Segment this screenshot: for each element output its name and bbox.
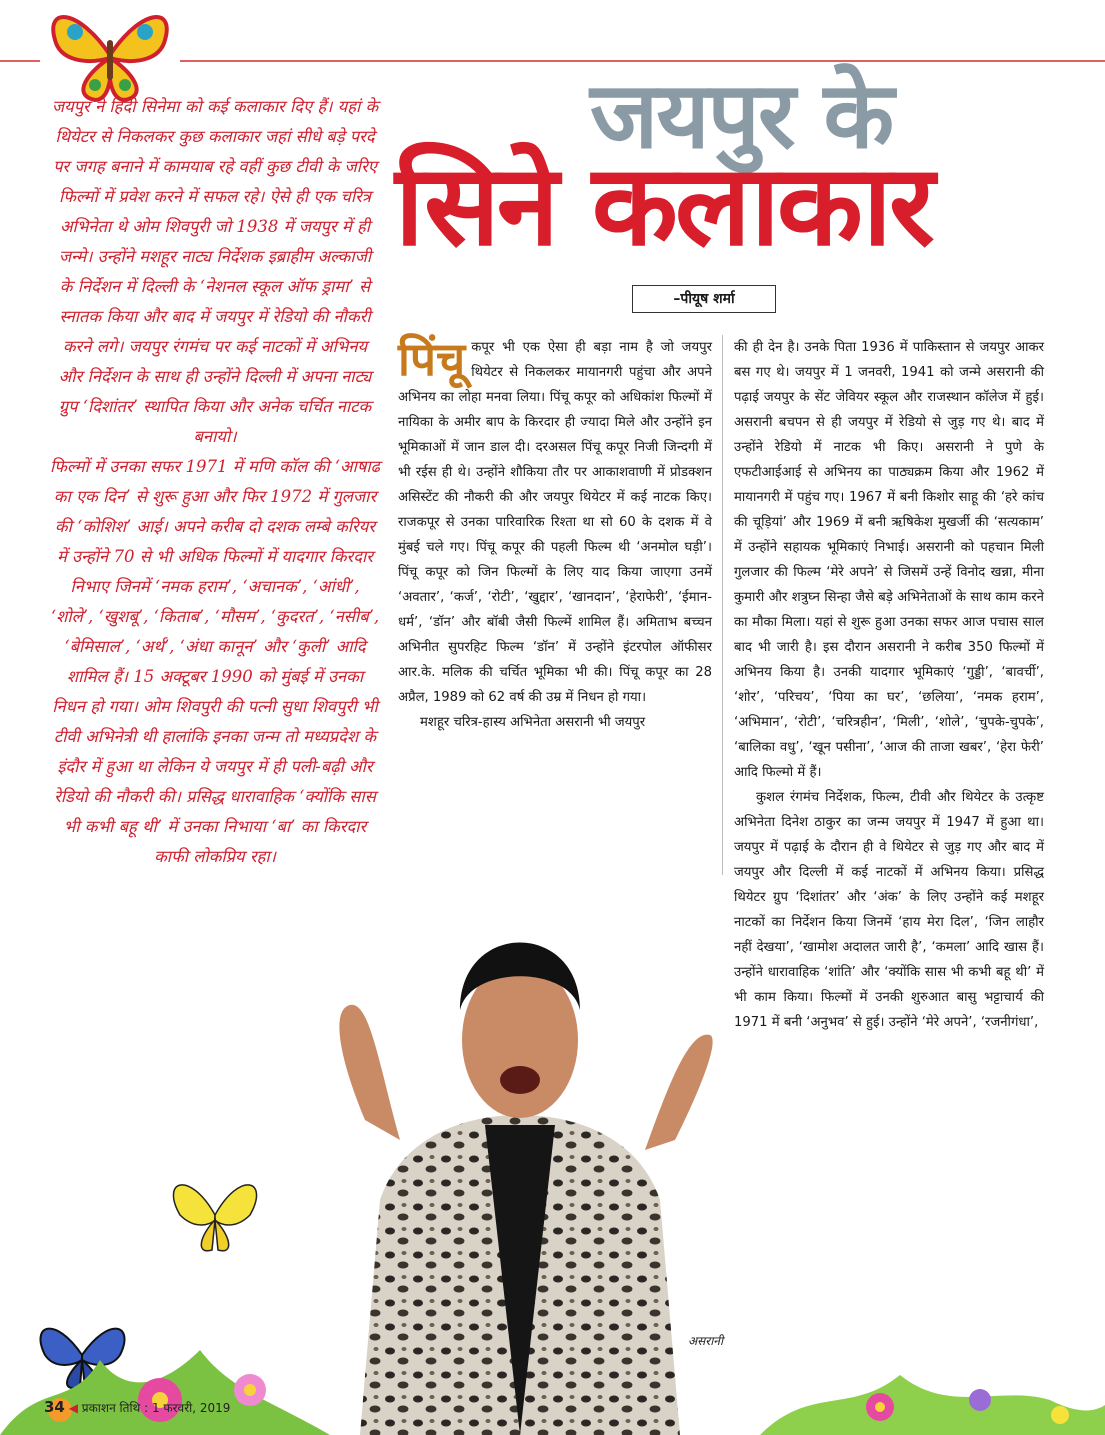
flowers-illustration-right [760, 1345, 1105, 1435]
intro-paragraph: फिल्मों में उनका सफर 1971 में मणि कॉल की ‘आषाढ का एक दिन’ से शुरू हुआ और फिर 1972 में गुलजार की ‘कोशिश’ आई। अपने करीब दो दशक लम्बे करियर में उन्होंने 70 से भी अधिक फिल्मों में यादगार किरदार निभाए जिनमें ‘नमक हराम’, ‘अचानक’, ‘आंधी’, ‘शोले’, ‘खुशबू’, ‘किताब’, ‘मौसम’, ‘कुदरत’, ‘नसीब’, ‘बेमिसाल’, ‘अर्थ’, ‘अंधा कानून’ और ‘कुली’ आदि शामिल हैं। 15 अक्टूबर 1990 को मुंबई में उनका निधन हो गया। ओम शिवपुरी की पत्नी सुधा शिवपुरी भी टीवी अभिनेत्री थी हालांकि इनका जन्म तो मध्यप्रदेश के इंदौर में हुआ था लेकिन ये जयपुर में ही पली-बढ़ी और रेडियो की नौकरी की। प्रसिद्ध धारावाहिक ‘क्योंकि सास भी कभी बहू थी’ में उनका निभाया ‘बा’ का किरदार काफी लोकप्रिय रहा। [50, 457, 380, 866]
arrow-icon: ◀ [68, 1401, 78, 1415]
intro-paragraph: जयपुर ने हिंदी सिनेमा को कई कलाकार दिए हैं। यहां के थियेटर से निकलकर कुछ कलाकार जहां सीधे बड़े परदे पर जगह बनाने में कामयाब रहे वहीं कुछ टीवी के जरिए फिल्मों में प्रवेश करने में सफल रहे। ऐसे ही एक चरित्र अभिनेता थे ओम शिवपुरी जो 1938 में जयपुर में ही जन्मे। उन्होंने मशहूर नाट्य निर्देशक इब्राहीम अल्काजी के निर्देशन में दिल्ली के ‘नेशनल स्कूल ऑफ ड्रामा’ से स्नातक किया और बाद में जयपुर में रेडियो की नौकरी करने लगे। जयपुर रंगमंच पर कई नाटकों में अभिनय और निर्देशन के साथ ही उन्होंने दिल्ली में अपना नाट्य ग्रुप ‘दिशांतर’ स्थापित किया और अनेक चर्चित नाटक बनायो। [51, 97, 379, 446]
publication-date: प्रकाशन तिथि : 1 फरवरी, 2019 [81, 1401, 231, 1415]
headline-line-2: सिने कलाकार [395, 141, 932, 271]
author-byline: –पीयूष शर्मा [632, 285, 776, 313]
column-paragraph: कुशल रंगमंच निर्देशक, फिल्म, टीवी और थियेटर के उत्कृष्ट अभिनेता दिनेश ठाकुर का जन्म जयपुर में 1947 में हुआ था। जयपुर में पढ़ाई के दौरान ही वे थियेटर से जुड़ गए और बाद में जयपुर और दिल्ली में कई नाटकों में अभिनय किया। प्रसिद्ध थियेटर ग्रुप ‘दिशांतर’ और ‘अंक’ के लिए उन्होंने कई मशहूर नाटकों का निर्देशन किया जिनमें ‘हाय मेरा दिल’, ‘जिन लाहौर नहीं देखया’, ‘खामोश अदालत जारी है’, ‘कमला’ आदि खास हैं। उन्होंने धारावाहिक ‘शांति’ और ‘क्योंकि सास भी कभी बहू थी’ में भी काम किया। फिल्मों में उनकी शुरुआत बासु भट्टाचार्य की 1971 में बनी ‘अनुभव’ से हुई। उन्होंने ‘मेरे अपने’, ‘रजनीगंधा’, [734, 790, 1044, 1030]
column-divider [722, 335, 723, 875]
page-number: 34 [44, 1398, 65, 1416]
article-column-1 [398, 332, 712, 735]
intro-text [50, 92, 380, 872]
photo-caption: असरानी [688, 1334, 724, 1348]
column-paragraph: मशहूर चरित्र-हास्य अभिनेता असरानी भी जयपुर [420, 715, 646, 730]
column-paragraph: कपूर भी एक ऐसा ही बड़ा नाम है जो जयपुर थियेटर से निकलकर मायानगरी पहुंचा और अपने अभिनय का लोहा मनवा लिया। पिंचू कपूर को अधिकांश फिल्मों में नायिका के अमीर बाप के किरदार ही ज्यादा मिले और उन्होंने इन भूमिकाओं में जान डाल दी। दरअसल पिंचू कपूर निजी जिन्दगी में भी रईस ही थे। उन्होंने शौकिया तौर पर आकाशवाणी में प्रोडक्शन असिस्टेंट की नौकरी की और जयपुर थियेटर में कई नाटक किए। राजकपूर से उनका पारिवारिक रिश्ता था सो 60 के दशक में वे मुंबई चले गए। पिंचू कपूर की पहली फिल्म थी ‘अनमोल घड़ी’। पिंचू कपूर को जिन फिल्मों के लिए याद किया जाएगा उनमें ‘अवतार’, ‘कर्ज’, ‘रोटी’, ‘खुद्दार’, ‘खानदान’, ‘हेराफेरी’, ‘ईमान-धर्म’, ‘डॉन’ और बॉबी जैसी फिल्में शामिल हैं। अमिताभ बच्चन अभिनीत सुपरहिट फिल्म ‘डॉन’ में उन्होंने इंटरपोल ऑफीसर आर.के. मलिक की चर्चित भूमिका भी की। पिंचू कपूर का 28 अप्रैल, 1989 को 62 वर्ष की उम्र में निधन हो गया। [398, 340, 712, 705]
headline-line-1: जयपुर के [590, 62, 893, 169]
top-rule-left [0, 60, 40, 62]
page-footer [44, 1398, 230, 1416]
article-column-2 [734, 335, 1044, 1035]
dropcap: पिंचू [398, 332, 466, 386]
column-paragraph: की ही देन है। उनके पिता 1936 में पाकिस्तान से जयपुर आकर बस गए थे। जयपुर में 1 जनवरी, 1941 को जन्मे असरानी की पढ़ाई जयपुर के सेंट जेवियर स्कूल और राजस्थान कॉलेज में हुई। असरानी बचपन से ही जयपुर में रेडियो से जुड़ गए थे। बाद में उन्होंने रेडियो में नाटक भी किए। असरानी ने पुणे के एफटीआईआई से अभिनय का पाठ्यक्रम किया और 1962 में मायानगरी में पहुंच गए। 1967 में बनी किशोर साहू की ‘हरे कांच की चूड़ियां’ और 1969 में बनी ऋषिकेश मुखर्जी की ‘सत्यकाम’ में उन्होंने सहायक भूमिकाएं निभाई। असरानी को पहचान मिली गुलजार की फिल्म ‘मेरे अपने’ से जिसमें उन्हें विनोद खन्ना, मीना कुमारी और शत्रुघ्न सिन्हा जैसे बड़े अभिनेताओं के साथ काम करने का मौका मिला। यहां से शुरू हुआ उनका सफर आज पचास साल बाद भी जारी है। इस दौरान असरानी ने करीब 350 फिल्मों में अभिनय किया है। उनकी यादगार भूमिकाएं ‘गुड्डी’, ‘बावर्ची’, ‘शोर’, ‘परिचय’, ‘पिया का घर’, ‘छलिया’, ‘नमक हराम’, ‘अभिमान’, ‘रोटी’, ‘चरित्रहीन’, ‘मिली’, ‘शोले’, ‘चुपके-चुपके’, ‘बालिका वधु’, ‘खून पसीना’, ‘आज की ताजा खबर’, ‘हेरा फेरी’ आदि फिल्मो में हैं। [734, 340, 1044, 780]
butterfly-illustration-yellow [160, 1170, 270, 1260]
